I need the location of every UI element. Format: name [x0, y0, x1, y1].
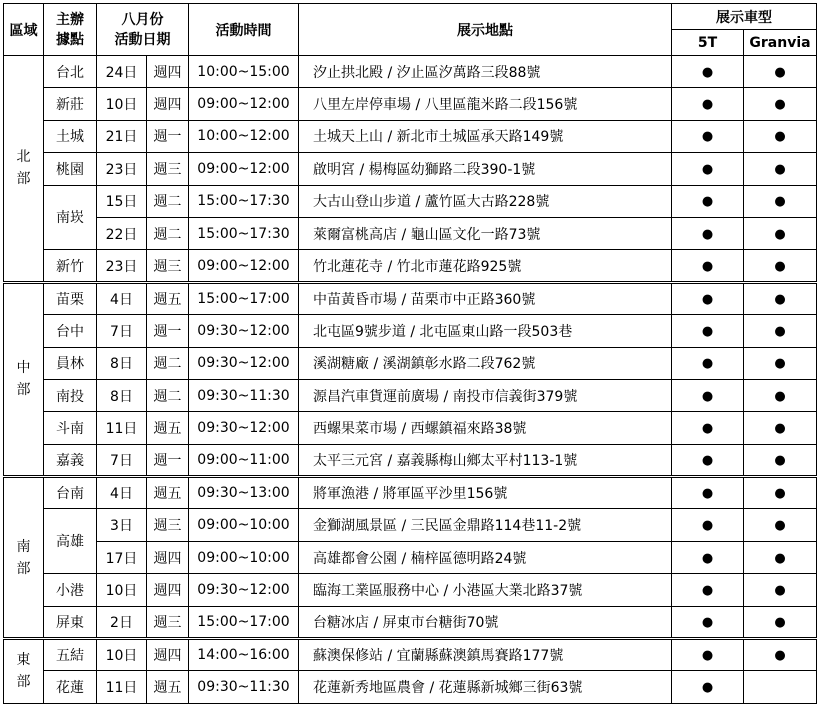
weekday-cell: 週一: [147, 444, 189, 476]
host-cell: 新竹: [44, 250, 97, 282]
5t-available-cell: [672, 671, 744, 703]
bullet-dot-icon: ●: [701, 486, 714, 502]
region-name-char: 中: [16, 360, 31, 377]
region-name-char: 北: [16, 149, 31, 166]
granvia-available-cell: [744, 444, 817, 476]
region-name-char: 部: [16, 382, 31, 399]
event-schedule-table: [3, 3, 817, 704]
weekday-cell: 週二: [147, 347, 189, 379]
day-cell: 4日: [97, 477, 147, 509]
granvia-available-cell: [744, 185, 817, 217]
location-cell: 將軍漁港 / 將軍區平沙里156號: [299, 477, 672, 509]
bullet-dot-icon: ●: [701, 648, 714, 664]
location-cell: 啟明宮 / 楊梅區幼獅路二段390-1號: [299, 153, 672, 185]
location-cell: 花蓮新秀地區農會 / 花蓮縣新城鄉三街63號: [299, 671, 672, 703]
granvia-available-cell: [744, 671, 817, 703]
schedule-body: [4, 56, 817, 704]
weekday-cell: 週五: [147, 477, 189, 509]
host-cell: 土城: [44, 120, 97, 152]
bullet-dot-icon: ●: [701, 97, 714, 113]
bullet-dot-icon: ●: [774, 97, 786, 113]
5t-available-cell: [672, 444, 744, 476]
weekday-cell: 週三: [147, 250, 189, 282]
table-row: [4, 671, 817, 703]
bullet-dot-icon: ●: [774, 356, 786, 372]
bullet-dot-icon: ●: [774, 550, 786, 566]
bullet-dot-icon: ●: [701, 582, 714, 598]
granvia-available-cell: [744, 639, 817, 671]
region-name-char: 南: [16, 538, 31, 555]
weekday-cell: 週五: [147, 282, 189, 314]
time-cell: 09:00~10:00: [189, 541, 299, 573]
bullet-dot-icon: ●: [774, 486, 786, 502]
bullet-dot-icon: ●: [774, 420, 786, 436]
location-cell: 西螺果菜市場 / 西螺鎮福來路38號: [299, 412, 672, 444]
5t-available-cell: [672, 477, 744, 509]
location-cell: 竹北蓮花寺 / 竹北市蓮花路925號: [299, 250, 672, 282]
time-cell: 15:00~17:00: [189, 606, 299, 638]
bullet-dot-icon: ●: [701, 258, 714, 274]
header-date-line1: 八月份: [121, 11, 164, 28]
weekday-cell: 週一: [147, 120, 189, 152]
granvia-available-cell: [744, 153, 817, 185]
5t-available-cell: [672, 541, 744, 573]
time-cell: 10:00~15:00: [189, 56, 299, 88]
region-cell: [4, 639, 44, 704]
region-name-char: 部: [16, 674, 31, 691]
header-date-line2: 活動日期: [114, 31, 171, 48]
host-cell: 苗栗: [44, 282, 97, 314]
bullet-dot-icon: ●: [774, 161, 786, 177]
time-cell: 09:30~11:30: [189, 671, 299, 703]
5t-available-cell: [672, 379, 744, 411]
table-row: [4, 282, 817, 314]
bullet-dot-icon: ●: [701, 452, 714, 468]
day-cell: 11日: [97, 671, 147, 703]
location-cell: 源昌汽車貨運前廣場 / 南投市信義街379號: [299, 379, 672, 411]
bullet-dot-icon: ●: [701, 680, 714, 696]
weekday-cell: 週二: [147, 217, 189, 249]
day-cell: 8日: [97, 379, 147, 411]
granvia-available-cell: [744, 56, 817, 88]
weekday-cell: 週一: [147, 315, 189, 347]
weekday-cell: 週四: [147, 639, 189, 671]
header-date: [97, 4, 189, 56]
host-cell: 屏東: [44, 606, 97, 638]
location-cell: 大古山登山步道 / 蘆竹區大古路228號: [299, 185, 672, 217]
granvia-available-cell: [744, 477, 817, 509]
5t-available-cell: [672, 88, 744, 120]
header-host-line1: 主辦: [56, 11, 84, 28]
day-cell: 17日: [97, 541, 147, 573]
day-cell: 10日: [97, 639, 147, 671]
table-row: [4, 185, 817, 217]
bullet-dot-icon: ●: [774, 323, 786, 339]
5t-available-cell: [672, 185, 744, 217]
granvia-available-cell: [744, 412, 817, 444]
time-cell: 09:00~12:00: [189, 250, 299, 282]
bullet-dot-icon: ●: [701, 356, 714, 372]
table-row: [4, 541, 817, 573]
bullet-dot-icon: ●: [774, 129, 786, 145]
granvia-available-cell: [744, 347, 817, 379]
day-cell: 7日: [97, 315, 147, 347]
host-cell: 花蓮: [44, 671, 97, 703]
bullet-dot-icon: ●: [774, 648, 786, 664]
table-row: [4, 509, 817, 541]
region-cell: [4, 56, 44, 283]
time-cell: 09:30~12:00: [189, 574, 299, 606]
bullet-dot-icon: ●: [701, 420, 714, 436]
5t-available-cell: [672, 509, 744, 541]
day-cell: 8日: [97, 347, 147, 379]
time-cell: 09:00~12:00: [189, 88, 299, 120]
host-cell: 台北: [44, 56, 97, 88]
location-cell: 溪湖糖廠 / 溪湖鎮彰水路二段762號: [299, 347, 672, 379]
header-row-1: [4, 4, 817, 30]
bullet-dot-icon: ●: [774, 614, 786, 630]
header-location: 展示地點: [299, 4, 672, 56]
time-cell: 09:30~11:30: [189, 379, 299, 411]
weekday-cell: 週五: [147, 671, 189, 703]
table-row: [4, 88, 817, 120]
day-cell: 23日: [97, 153, 147, 185]
bullet-dot-icon: ●: [774, 291, 786, 307]
region-name-char: 東: [16, 652, 31, 669]
table-row: [4, 250, 817, 282]
day-cell: 2日: [97, 606, 147, 638]
table-row: [4, 347, 817, 379]
location-cell: 北屯區9號步道 / 北屯區東山路一段503巷: [299, 315, 672, 347]
5t-available-cell: [672, 217, 744, 249]
5t-available-cell: [672, 315, 744, 347]
bullet-dot-icon: ●: [701, 518, 714, 534]
time-cell: 09:30~12:00: [189, 315, 299, 347]
time-cell: 14:00~16:00: [189, 639, 299, 671]
granvia-available-cell: [744, 379, 817, 411]
bullet-dot-icon: ●: [774, 194, 786, 210]
bullet-dot-icon: ●: [774, 226, 786, 242]
granvia-available-cell: [744, 606, 817, 638]
granvia-available-cell: [744, 282, 817, 314]
bullet-dot-icon: ●: [701, 129, 714, 145]
granvia-available-cell: [744, 88, 817, 120]
table-row: [4, 217, 817, 249]
day-cell: 24日: [97, 56, 147, 88]
5t-available-cell: [672, 250, 744, 282]
bullet-dot-icon: ●: [701, 194, 714, 210]
5t-available-cell: [672, 639, 744, 671]
header-models: 展示車型: [672, 4, 817, 30]
5t-available-cell: [672, 606, 744, 638]
weekday-cell: 週四: [147, 574, 189, 606]
table-row: [4, 412, 817, 444]
bullet-dot-icon: ●: [774, 518, 786, 534]
day-cell: 21日: [97, 120, 147, 152]
host-cell: 嘉義: [44, 444, 97, 476]
host-cell: 桃園: [44, 153, 97, 185]
bullet-dot-icon: ●: [774, 64, 786, 80]
location-cell: 萊爾富桃高店 / 龜山區文化一路73號: [299, 217, 672, 249]
header-host: [44, 4, 97, 56]
time-cell: 09:00~11:00: [189, 444, 299, 476]
day-cell: 23日: [97, 250, 147, 282]
location-cell: 蘇澳保修站 / 宜蘭縣蘇澳鎮馬賽路177號: [299, 639, 672, 671]
host-cell: 台南: [44, 477, 97, 509]
host-cell: 斗南: [44, 412, 97, 444]
weekday-cell: 週三: [147, 509, 189, 541]
bullet-dot-icon: ●: [701, 161, 714, 177]
granvia-available-cell: [744, 315, 817, 347]
table-row: [4, 379, 817, 411]
weekday-cell: 週二: [147, 185, 189, 217]
location-cell: 臨海工業區服務中心 / 小港區大業北路37號: [299, 574, 672, 606]
time-cell: 09:30~12:00: [189, 412, 299, 444]
granvia-available-cell: [744, 541, 817, 573]
header-model-5t: 5T: [672, 30, 744, 56]
day-cell: 11日: [97, 412, 147, 444]
granvia-available-cell: [744, 509, 817, 541]
5t-available-cell: [672, 120, 744, 152]
day-cell: 7日: [97, 444, 147, 476]
header-model-granvia: Granvia: [744, 30, 817, 56]
bullet-dot-icon: ●: [774, 388, 786, 404]
time-cell: 15:00~17:30: [189, 185, 299, 217]
weekday-cell: 週二: [147, 379, 189, 411]
weekday-cell: 週四: [147, 541, 189, 573]
time-cell: 15:00~17:00: [189, 282, 299, 314]
time-cell: 09:00~12:00: [189, 153, 299, 185]
bullet-dot-icon: ●: [774, 582, 786, 598]
bullet-dot-icon: ●: [701, 226, 714, 242]
host-cell: 台中: [44, 315, 97, 347]
location-cell: 太平三元宮 / 嘉義縣梅山鄉太平村113-1號: [299, 444, 672, 476]
granvia-available-cell: [744, 217, 817, 249]
header-host-line2: 據點: [56, 31, 84, 48]
5t-available-cell: [672, 574, 744, 606]
table-row: [4, 574, 817, 606]
host-cell: 南崁: [44, 185, 97, 250]
bullet-dot-icon: ●: [701, 323, 714, 339]
region-cell: [4, 282, 44, 476]
location-cell: 金獅湖風景區 / 三民區金鼎路114巷11-2號: [299, 509, 672, 541]
header-time: 活動時間: [189, 4, 299, 56]
weekday-cell: 週三: [147, 606, 189, 638]
5t-available-cell: [672, 282, 744, 314]
time-cell: 09:00~10:00: [189, 509, 299, 541]
time-cell: 09:30~13:00: [189, 477, 299, 509]
host-cell: 員林: [44, 347, 97, 379]
day-cell: 10日: [97, 88, 147, 120]
weekday-cell: 週五: [147, 412, 189, 444]
day-cell: 15日: [97, 185, 147, 217]
table-row: [4, 153, 817, 185]
5t-available-cell: [672, 56, 744, 88]
weekday-cell: 週三: [147, 153, 189, 185]
region-cell: [4, 477, 44, 639]
granvia-available-cell: [744, 250, 817, 282]
host-cell: 高雄: [44, 509, 97, 574]
location-cell: 台糖冰店 / 屏東市台糖街70號: [299, 606, 672, 638]
location-cell: 汐止拱北殿 / 汐止區汐萬路三段88號: [299, 56, 672, 88]
region-name-char: 部: [16, 560, 31, 577]
host-cell: 新莊: [44, 88, 97, 120]
table-row: [4, 120, 817, 152]
bullet-dot-icon: ●: [701, 614, 714, 630]
header-region: 區域: [4, 4, 44, 56]
region-name-char: 部: [16, 171, 31, 188]
bullet-dot-icon: ●: [701, 550, 714, 566]
bullet-dot-icon: ●: [774, 452, 786, 468]
weekday-cell: 週四: [147, 56, 189, 88]
5t-available-cell: [672, 347, 744, 379]
table-row: [4, 639, 817, 671]
table-row: [4, 315, 817, 347]
table-row: [4, 606, 817, 638]
time-cell: 09:30~12:00: [189, 347, 299, 379]
table-row: [4, 56, 817, 88]
host-cell: 小港: [44, 574, 97, 606]
5t-available-cell: [672, 412, 744, 444]
day-cell: 22日: [97, 217, 147, 249]
bullet-dot-icon: ●: [774, 258, 786, 274]
location-cell: 八里左岸停車場 / 八里區龍米路二段156號: [299, 88, 672, 120]
granvia-available-cell: [744, 120, 817, 152]
bullet-dot-icon: ●: [701, 388, 714, 404]
table-row: [4, 477, 817, 509]
weekday-cell: 週四: [147, 88, 189, 120]
5t-available-cell: [672, 153, 744, 185]
day-cell: 10日: [97, 574, 147, 606]
bullet-dot-icon: ●: [701, 291, 714, 307]
time-cell: 15:00~17:30: [189, 217, 299, 249]
bullet-dot-icon: ●: [701, 64, 714, 80]
location-cell: 中苗黃昏市場 / 苗栗市中正路360號: [299, 282, 672, 314]
host-cell: 五結: [44, 639, 97, 671]
table-row: [4, 444, 817, 476]
host-cell: 南投: [44, 379, 97, 411]
location-cell: 高雄都會公園 / 楠梓區德明路24號: [299, 541, 672, 573]
location-cell: 土城天上山 / 新北市土城區承天路149號: [299, 120, 672, 152]
day-cell: 4日: [97, 282, 147, 314]
time-cell: 10:00~12:00: [189, 120, 299, 152]
granvia-available-cell: [744, 574, 817, 606]
day-cell: 3日: [97, 509, 147, 541]
